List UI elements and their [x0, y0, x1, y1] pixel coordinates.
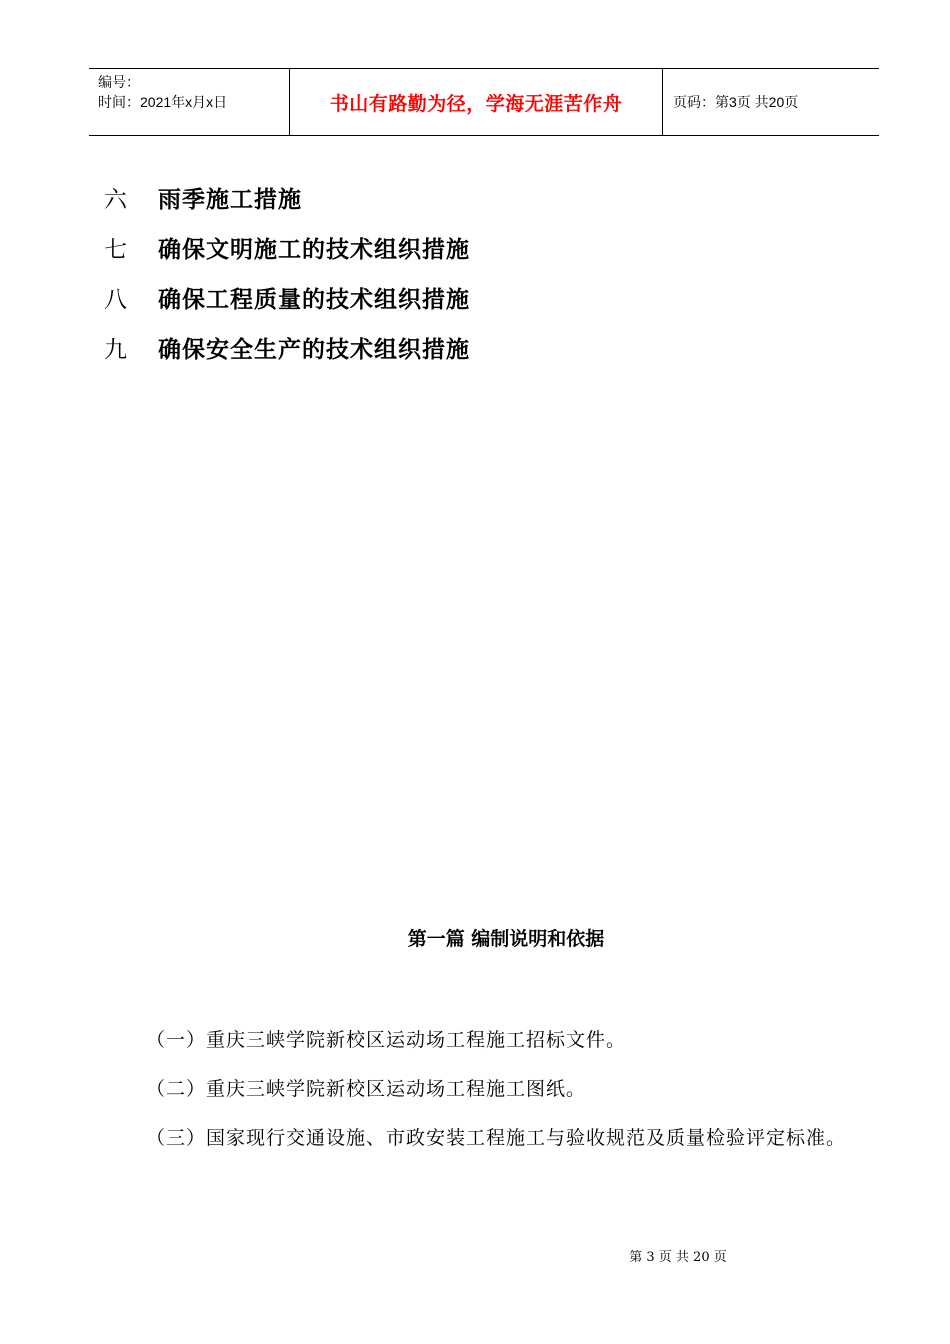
toc-item-number: 六 [104, 186, 127, 213]
toc-item-text: 雨季施工措施 [158, 186, 302, 213]
document-number-label: 编号： [98, 74, 140, 90]
header-page-number: 页码：第3页 共20页 [673, 94, 799, 110]
toc-item [104, 272, 470, 322]
toc-item-number: 八 [104, 286, 127, 313]
paragraph: （三）国家现行交通设施、市政安装工程施工与验收规范及质量检验评定标准。 [146, 1127, 847, 1149]
toc-item-number: 九 [104, 336, 127, 363]
paragraph: （二）重庆三峡学院新校区运动场工程施工图纸。 [146, 1078, 587, 1100]
toc-item [104, 222, 470, 272]
toc-list [104, 172, 470, 372]
page-header [89, 68, 879, 136]
toc-item-number: 七 [104, 236, 127, 263]
section-title: 第一篇 编制说明和依据 [407, 928, 605, 950]
toc-item [104, 322, 470, 372]
paragraph: （一）重庆三峡学院新校区运动场工程施工招标文件。 [146, 1029, 627, 1051]
toc-item-text: 确保安全生产的技术组织措施 [158, 336, 470, 363]
document-date-label: 时间：2021年x月x日 [98, 94, 228, 110]
header-page-cell [663, 69, 879, 135]
toc-item-text: 确保文明施工的技术组织措施 [158, 236, 470, 263]
toc-item-text: 确保工程质量的技术组织措施 [158, 286, 470, 313]
toc-item [104, 172, 470, 222]
header-motto: 书山有路勤为径，学海无涯苦作舟 [329, 92, 623, 115]
header-meta-cell [89, 69, 290, 135]
page-footer: 第 3 页 共 20 页 [629, 1250, 727, 1265]
header-motto-cell [290, 69, 663, 135]
